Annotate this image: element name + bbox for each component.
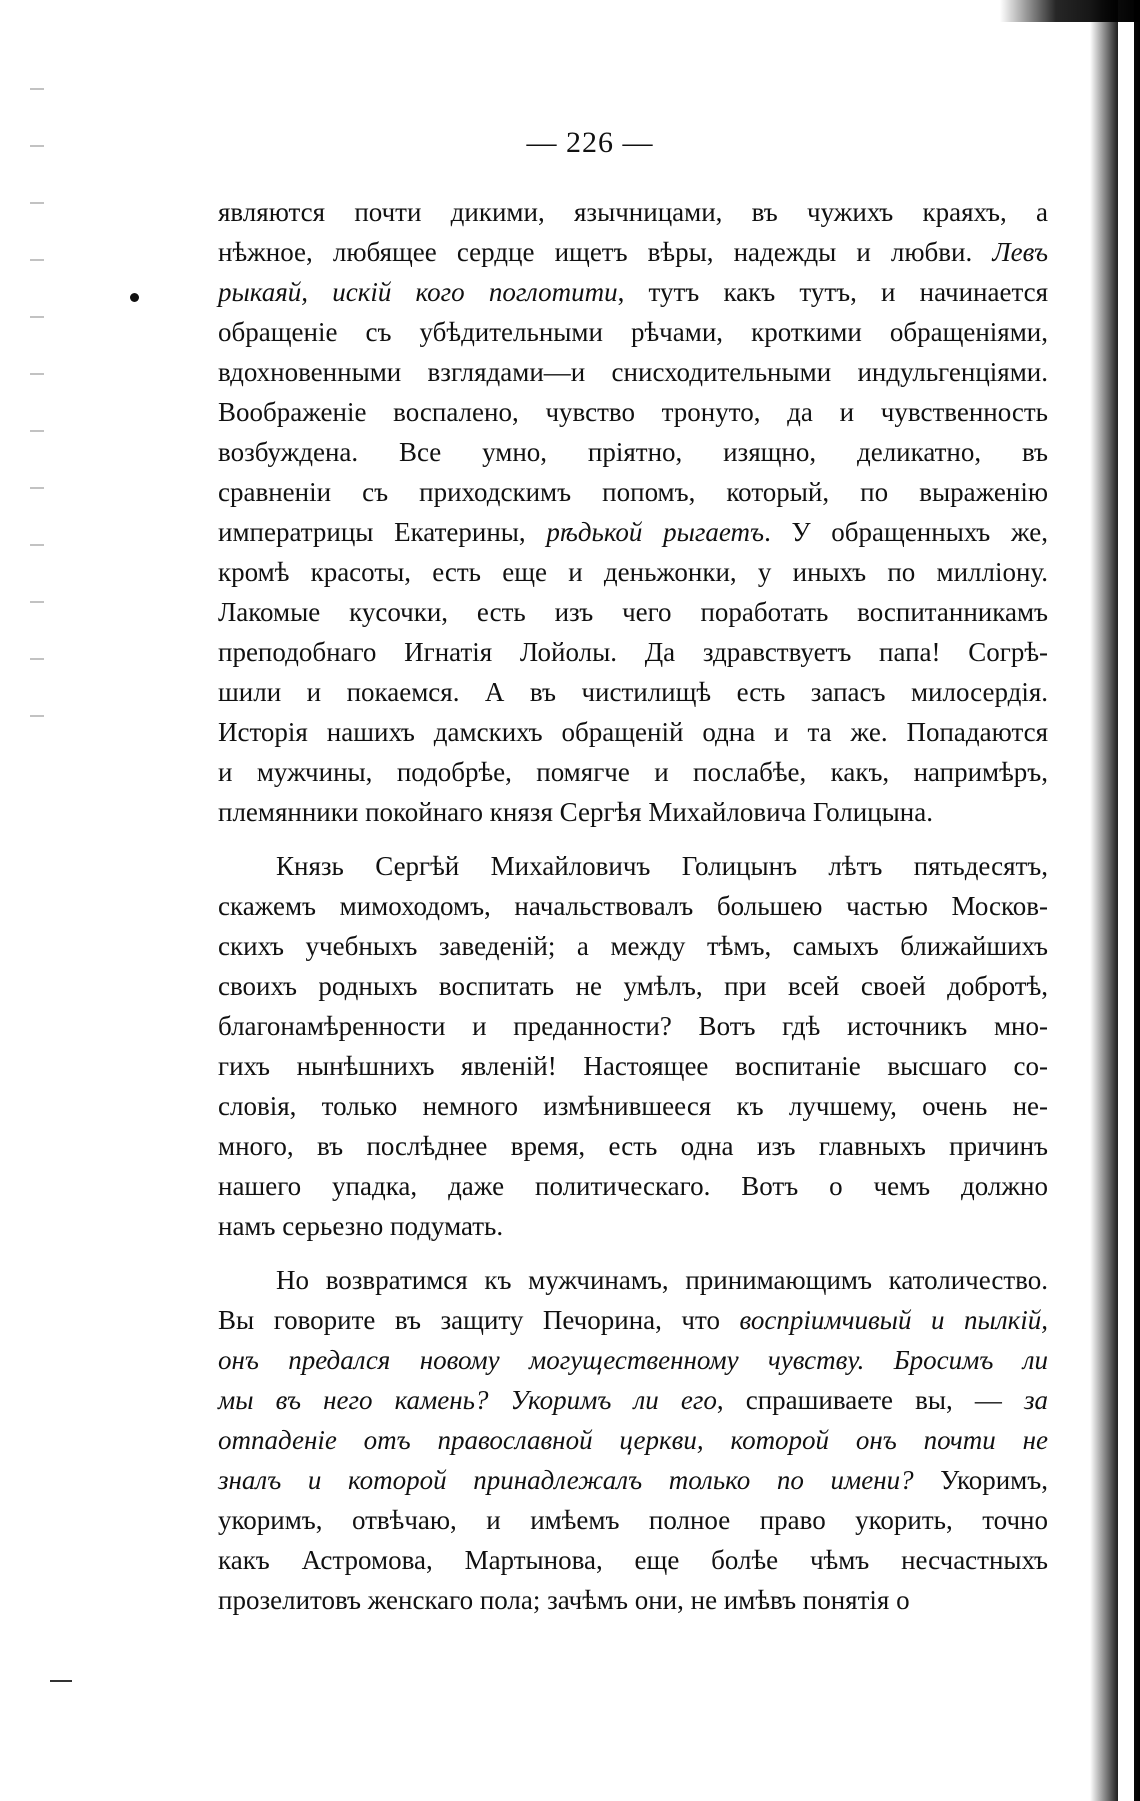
scan-margin-specks bbox=[30, 60, 44, 760]
text-line bbox=[218, 792, 1048, 832]
text-line bbox=[218, 272, 1048, 312]
body-text bbox=[218, 192, 1048, 1620]
text-line bbox=[218, 1006, 1048, 1046]
text-line bbox=[218, 392, 1048, 432]
text-run: Воображеніе воспалено, чувство тронуто, да и чувственность bbox=[218, 397, 1048, 427]
text-line bbox=[218, 312, 1048, 352]
text-run: Но возвратимся къ мужчинамъ, принимающимъ католичество. bbox=[276, 1265, 1048, 1295]
italic-phrase: рѣдькой рыгаетъ bbox=[546, 517, 765, 547]
text-line bbox=[218, 1460, 1048, 1500]
text-run: много, въ послѣднее время, есть одна изъ главныхъ причинъ bbox=[218, 1131, 1048, 1161]
text-line bbox=[218, 632, 1048, 672]
italic-phrase: Левъ bbox=[992, 237, 1048, 267]
text-line bbox=[218, 1340, 1048, 1380]
text-run: преподобнаго Игнатія Лойолы. Да здравствуетъ папа! Согрѣ- bbox=[218, 637, 1048, 667]
text-run: своихъ родныхъ воспитать не умѣлъ, при всей своей добротѣ, bbox=[218, 971, 1048, 1001]
text-run: вдохновенными взглядами—и снисходительными индульгенціями. bbox=[218, 357, 1048, 387]
text-line bbox=[218, 1580, 1048, 1620]
text-run: Исторія нашихъ дамскихъ обращеній одна и та же. Попадаются bbox=[218, 717, 1048, 747]
text-run: словія, только немного измѣнившееся къ лучшему, очень не- bbox=[218, 1091, 1048, 1121]
text-run: нашего упадка, даже политическаго. Вотъ о чемъ должно bbox=[218, 1171, 1048, 1201]
page-number: — 226 — bbox=[526, 126, 654, 159]
text-line bbox=[218, 472, 1048, 512]
text-line bbox=[218, 886, 1048, 926]
italic-phrase: за bbox=[1023, 1385, 1048, 1415]
text-run: , спрашиваете вы, — bbox=[716, 1385, 1024, 1415]
text-line bbox=[218, 1420, 1048, 1460]
italic-phrase: онъ предался новому могущественному чувству. Бросимъ ли bbox=[218, 1345, 1048, 1375]
page-edge-gap bbox=[1118, 0, 1134, 1801]
text-line bbox=[218, 232, 1048, 272]
text-line bbox=[218, 432, 1048, 472]
text-run: Укоримъ, bbox=[913, 1465, 1048, 1495]
text-run: нѣжное, любящее сердце ищетъ вѣры, надежды и любви. bbox=[218, 237, 993, 267]
text-line bbox=[218, 926, 1048, 966]
text-line bbox=[218, 672, 1048, 712]
paragraph bbox=[218, 192, 1048, 832]
text-line bbox=[218, 192, 1048, 232]
text-run: Лакомые кусочки, есть изъ чего поработать воспитанникамъ bbox=[218, 597, 1048, 627]
text-run: укоримъ, отвѣчаю, и имѣемъ полное право укорить, точно bbox=[218, 1505, 1048, 1535]
text-line bbox=[218, 1500, 1048, 1540]
text-line bbox=[218, 1086, 1048, 1126]
text-line bbox=[218, 512, 1048, 552]
text-line bbox=[218, 1046, 1048, 1086]
text-run: являются почти дикими, язычницами, въ чужихъ краяхъ, а bbox=[218, 197, 1048, 227]
text-line bbox=[218, 552, 1048, 592]
text-line bbox=[218, 1300, 1048, 1340]
text-line bbox=[218, 712, 1048, 752]
text-line bbox=[218, 592, 1048, 632]
text-run: Вы говорите въ защиту Печорина, что bbox=[218, 1305, 740, 1335]
text-run: , тутъ какъ тутъ, и начинается bbox=[617, 277, 1048, 307]
scan-top-ink bbox=[1000, 0, 1140, 22]
paragraph bbox=[218, 846, 1048, 1246]
text-line bbox=[218, 1380, 1048, 1420]
italic-phrase: воспріимчивый и пылкій, bbox=[739, 1305, 1048, 1335]
text-line bbox=[218, 1206, 1048, 1246]
text-line bbox=[218, 1166, 1048, 1206]
margin-dot bbox=[130, 293, 139, 302]
italic-phrase: рыкаяй, искій кого поглотити bbox=[218, 277, 618, 307]
text-run: гихъ нынѣшнихъ явленій! Настоящее воспитаніе высшаго со- bbox=[218, 1051, 1048, 1081]
italic-phrase: мы въ него камень? Укоримъ ли его bbox=[218, 1385, 717, 1415]
text-run: возбуждена. Все умно, пріятно, изящно, деликатно, въ bbox=[218, 437, 1048, 467]
text-run: обращеніе съ убѣдительными рѣчами, кроткими обращеніями, bbox=[218, 317, 1048, 347]
text-run: и мужчины, подобрѣе, помягче и послабѣе, какъ, напримѣръ, bbox=[218, 757, 1048, 787]
text-line bbox=[218, 752, 1048, 792]
text-run: Князь Сергѣй Михайловичъ Голицынъ лѣтъ пятьдесятъ, bbox=[276, 851, 1048, 881]
italic-phrase: зналъ и которой принадлежалъ только по имени? bbox=[218, 1465, 914, 1495]
paragraph bbox=[218, 1260, 1048, 1620]
text-run: скажемъ мимоходомъ, начальствовалъ большею частью Москов- bbox=[218, 891, 1048, 921]
text-run: благонамѣренности и преданности? Вотъ гдѣ источникъ мно- bbox=[218, 1011, 1048, 1041]
text-run: прозелитовъ женскаго пола; зачѣмъ они, не имѣвъ понятія о bbox=[218, 1585, 910, 1615]
text-run: какъ Астромова, Мартынова, еще болѣе чѣмъ несчастныхъ bbox=[218, 1545, 1048, 1575]
text-line bbox=[218, 846, 1048, 886]
text-run: кромѣ красоты, есть еще и деньжонки, у иныхъ по милліону. bbox=[218, 557, 1048, 587]
text-run: императрицы Екатерины, bbox=[218, 517, 547, 547]
text-line bbox=[218, 1260, 1048, 1300]
text-run: шили и покаемся. А въ чистилищѣ есть запасъ милосердія. bbox=[218, 677, 1048, 707]
text-line bbox=[218, 966, 1048, 1006]
text-run: сравненіи съ приходскимъ попомъ, который, по выраженію bbox=[218, 477, 1048, 507]
margin-dash bbox=[50, 1680, 72, 1682]
text-run: племянники покойнаго князя Сергѣя Михайловича Голицына. bbox=[218, 797, 933, 827]
text-line bbox=[218, 352, 1048, 392]
italic-phrase: отпаденіе отъ православной церкви, которой онъ почти не bbox=[218, 1425, 1048, 1455]
text-line bbox=[218, 1540, 1048, 1580]
text-run: . У обращенныхъ же, bbox=[764, 517, 1048, 547]
text-run: скихъ учебныхъ заведеній; а между тѣмъ, самыхъ ближайшихъ bbox=[218, 931, 1048, 961]
text-run: намъ серьезно подумать. bbox=[218, 1211, 504, 1241]
text-line bbox=[218, 1126, 1048, 1166]
